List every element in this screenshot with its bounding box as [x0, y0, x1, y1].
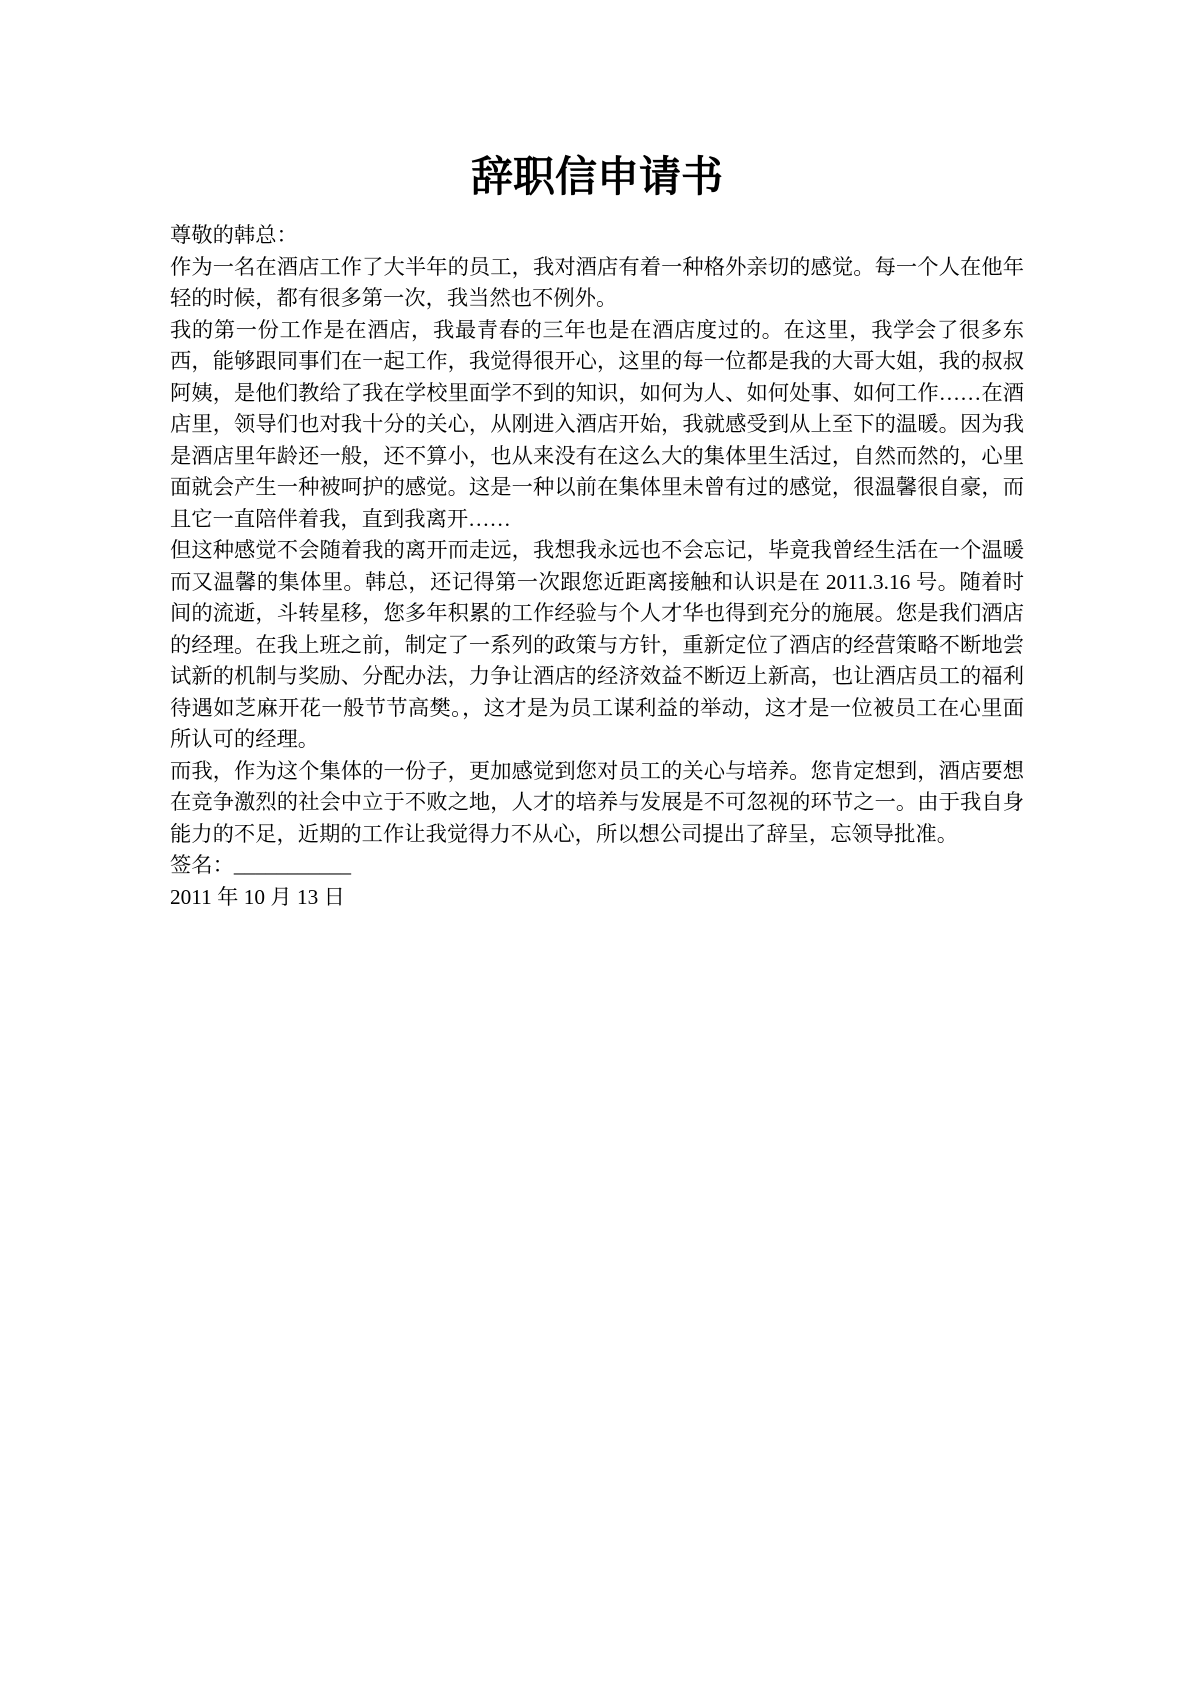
- paragraph: 而我，作为这个集体的一份子，更加感觉到您对员工的关心与培养。您肯定想到，酒店要想在竞争激烈的社会中立于不败之地，人才的培养与发展是不可忽视的环节之一。由于我自身能力的不足，近期的工作让我觉得力不从心，所以想公司提出了辞呈，忘领导批准。: [170, 758, 1024, 846]
- date-line: 2011 年 10 月 13 日: [170, 884, 345, 909]
- letter-body: [170, 220, 1024, 913]
- signature-row: [170, 850, 1024, 882]
- signature-line: ___________: [233, 853, 352, 877]
- signature-label: 签名：: [170, 853, 234, 877]
- paragraph: 我的第一份工作是在酒店，我最青春的三年也是在酒店度过的。在这里，我学会了很多东西，能够跟同事们在一起工作，我觉得很开心，这里的每一位都是我的大哥大姐，我的叔叔阿姨，是他们教给了我在学校里面学不到的知识，如何为人、如何处事、如何工作……在酒店里，领导们也对我十分的关心，从刚进入酒店开始，我就感受到从上至下的温暖。因为我是酒店里年龄还一般，还不算小，也从来没有在这么大的集体里生活过，自然而然的，心里面就会产生一种被呵护的感觉。这是一种以前在集体里未曾有过的感觉，很温馨很自豪，而且它一直陪伴着我，直到我离开……: [170, 317, 1024, 531]
- salutation: 尊敬的韩总：: [170, 223, 298, 247]
- letter-paragraphs: [170, 252, 1024, 851]
- paragraph: 作为一名在酒店工作了大半年的员工，我对酒店有着一种格外亲切的感觉。每一个人在他年轻的时候，都有很多第一次，我当然也不例外。: [170, 254, 1024, 310]
- document-title: 辞职信申请书: [470, 155, 723, 201]
- paragraph: 但这种感觉不会随着我的离开而走远，我想我永远也不会忘记，毕竟我曾经生活在一个温暖而又温馨的集体里。韩总，还记得第一次跟您近距离接触和认识是在 2011.3.16 号。随着时间的流逝，斗转星移，您多年积累的工作经验与个人才华也得到充分的施展。您是我们酒店的经理。在我上班之前，制定了一系列的政策与方针，重新定位了酒店的经营策略不断地尝试新的机制与奖励、分配办法，力争让酒店的经济效益不断迈上新高，也让酒店员工的福利待遇如芝麻开花一般节节高樊。，这才是为员工谋利益的举动，这才是一位被员工在心里面所认可的经理。: [170, 538, 1024, 751]
